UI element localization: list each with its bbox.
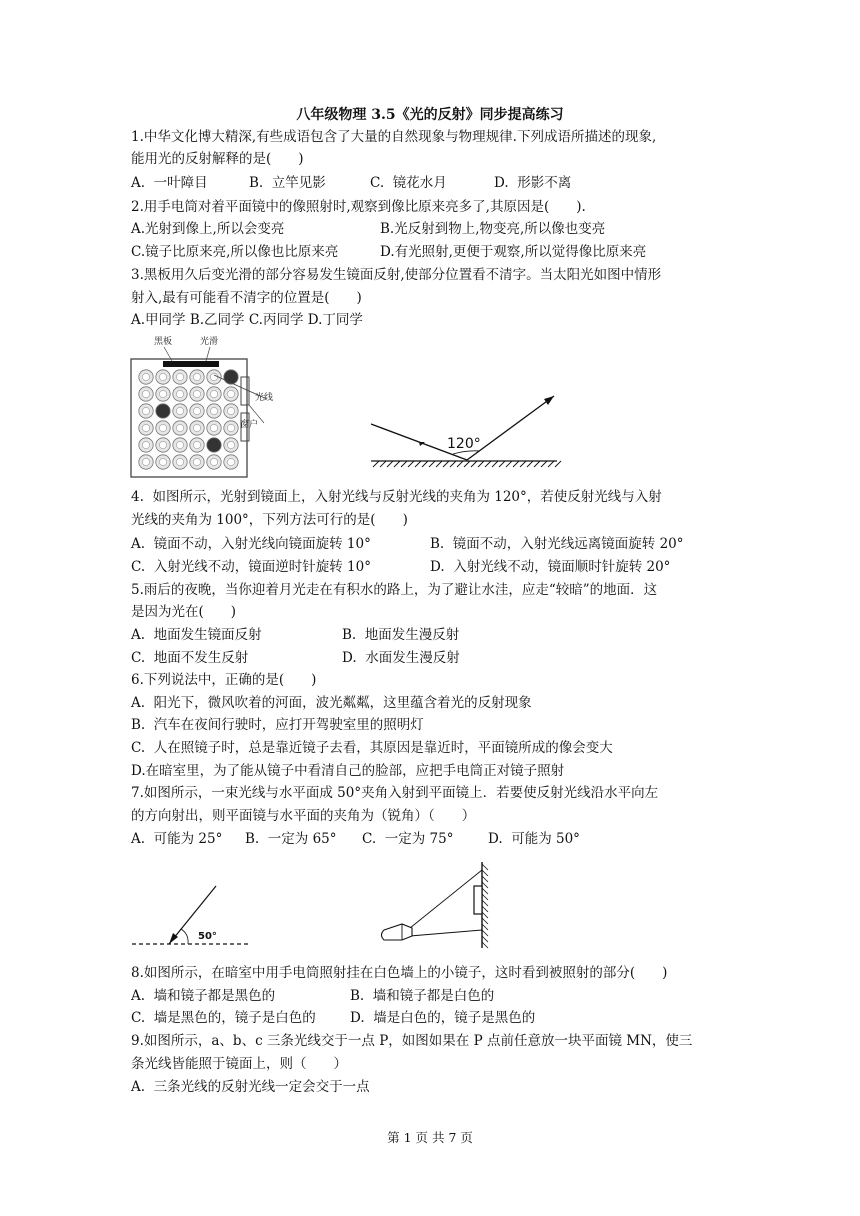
flashlight-mirror-figure — [372, 856, 497, 952]
q1-stem-line1: 1.中华文化博大精深,有些成语包含了大量的自然现象与物理规律.下列成语所描述的现象, — [131, 129, 657, 145]
student-seat-inner — [210, 390, 217, 397]
q5-option-c: C. 地面不发生反射 — [131, 650, 249, 666]
label-smooth: 光滑 — [200, 337, 219, 347]
q4-option-b: B. 镜面不动，入射光线远离镜面旋转 20° — [430, 536, 684, 552]
q4-option-c: C. 入射光线不动，镜面逆时针旋转 10° — [131, 559, 371, 575]
mirror-hatch — [401, 461, 407, 467]
mirror-hatch — [457, 461, 463, 467]
mirror-hatch — [443, 461, 449, 467]
mirror-hatch — [520, 461, 526, 467]
student-seat-inner — [159, 390, 166, 397]
q5-stem-line1: 5.雨后的夜晚，当你迎着月光走在有积水的路上，为了避让水洼，应走“较暗”的地面．这 — [131, 582, 658, 598]
q3-stem-line2: 射入,最有可能看不清字的位置是( ) — [131, 290, 362, 306]
q8-option-a: A. 墙和镜子都是黑色的 — [131, 988, 276, 1004]
student-seat-inner — [227, 458, 234, 465]
wall-hatch-line — [482, 924, 488, 930]
mirror-hatch — [380, 461, 386, 467]
q7-option-d: D. 可能为 50° — [488, 831, 580, 847]
student-seat-inner — [193, 441, 200, 448]
mirror-hatch — [387, 461, 393, 467]
student-seat-inner — [210, 424, 217, 431]
mirror-hatch — [422, 461, 428, 467]
student-seat-inner — [176, 373, 183, 380]
q6-stem: 6.下列说法中，正确的是( ) — [131, 672, 317, 688]
student-seat-inner — [193, 424, 200, 431]
wall-hatch-line — [482, 870, 488, 876]
mirror-hatch — [394, 461, 400, 467]
student-seat-inner — [210, 373, 217, 380]
student-seat-inner — [227, 424, 234, 431]
label-blackboard: 黑板 — [154, 337, 173, 347]
q3-options: A.甲同学 B.乙同学 C.丙同学 D.丁同学 — [131, 312, 363, 328]
q2-option-b: B.光反射到物上,物变亮,所以像也变亮 — [380, 221, 606, 237]
student-seat-inner — [227, 441, 234, 448]
wall-hatch-line — [482, 900, 488, 906]
q5-stem-line2: 是因为光在( ) — [131, 604, 237, 620]
q2-option-c: C.镜子比原来亮,所以像也比原来亮 — [131, 244, 339, 260]
mirror-hatch — [415, 461, 421, 467]
mirror-hatch — [408, 461, 414, 467]
q4-stem-line1: 4. 如图所示，光射到镜面上，入射光线与反射光线的夹角为 120°，若使反射光线与入射 — [131, 489, 662, 505]
q8-option-d: D. 墙是白色的，镜子是黑色的 — [350, 1010, 536, 1026]
q6-option-b: B. 汽车在夜间行驶时，应打开驾驶室里的照明灯 — [131, 717, 424, 733]
q5-option-d: D. 水面发生漫反射 — [342, 650, 460, 666]
page-title: 八年级物理 3.5《光的反射》同步提高练习 — [296, 107, 564, 123]
q7-option-b: B. 一定为 65° — [245, 831, 337, 847]
wall-hatch-line — [482, 894, 488, 900]
q1-option-a: A. 一叶障目 — [131, 175, 208, 191]
student-marked — [224, 370, 238, 384]
student-seat-inner — [176, 407, 183, 414]
mirror-hatch — [429, 461, 435, 467]
student-seat-inner — [193, 390, 200, 397]
student-seat-inner — [176, 458, 183, 465]
wall-hatch-line — [482, 942, 488, 948]
mirror-hatch — [492, 461, 498, 467]
mirror-hatch — [555, 461, 561, 467]
student-seat-inner — [159, 458, 166, 465]
q6-option-c: C. 人在照镜子时，总是靠近镜子去看，其原因是靠近时，平面镜所成的像会变大 — [131, 740, 613, 756]
q5-option-a: A. 地面发生镜面反射 — [131, 627, 262, 643]
q2-stem: 2.用手电筒对着平面镜中的像照射时,观察到像比原来亮多了,其原因是( ). — [131, 199, 586, 215]
mirror-hatch — [513, 461, 519, 467]
mirror-hatch — [527, 461, 533, 467]
q8-stem: 8.如图所示，在暗室中用手电筒照射挂在白色墙上的小镜子，这时看到被照射的部分( ) — [131, 965, 668, 981]
q8-option-b: B. 墙和镜子都是白色的 — [350, 988, 495, 1004]
q6-option-a: A. 阳光下，微风吹着的河面，波光粼粼，这里蕴含着光的反射现象 — [131, 695, 532, 711]
q8-option-c: C. 墙是黑色的，镜子是白色的 — [131, 1010, 316, 1026]
seat-grid — [139, 370, 238, 469]
mirror-hatch — [436, 461, 442, 467]
angle-label-50: 50° — [198, 931, 217, 942]
mirror-hatch — [534, 461, 540, 467]
q6-option-d: D.在暗室里，为了能从镜子中看清自己的脸部，应把手电筒正对镜子照射 — [131, 763, 565, 779]
label-light: 光线 — [255, 393, 274, 403]
mirror-hatch — [478, 461, 484, 467]
mirror-hatch — [499, 461, 505, 467]
student-seat-inner — [227, 407, 234, 414]
student-seat-inner — [176, 390, 183, 397]
wall-hatch-line — [482, 930, 488, 936]
student-seat-inner — [142, 373, 149, 380]
q7-stem-line2: 的方向射出，则平面镜与水平面的夹角为（锐角）（ ） — [131, 808, 476, 824]
student-seat-inner — [142, 390, 149, 397]
reflection-120-figure — [365, 390, 565, 470]
student-seat-inner — [159, 373, 166, 380]
q7-option-a: A. 可能为 25° — [131, 831, 223, 847]
page-footer: 第 1 页 共 7 页 — [387, 1130, 473, 1145]
mirror-hatch — [464, 461, 470, 467]
student-seat-inner — [227, 390, 234, 397]
q4-option-d: D. 入射光线不动，镜面顺时针旋转 20° — [430, 559, 671, 575]
wall-hatch-line — [482, 882, 488, 888]
wall-hatch-line — [482, 876, 488, 882]
classroom-figure — [128, 333, 278, 481]
student-seat-inner — [176, 424, 183, 431]
q1-stem-line2: 能用光的反射解释的是( ) — [131, 151, 304, 167]
q9-stem-line1: 9.如图所示，a、b、c 三条光线交于一点 P，如图如果在 P 点前任意放一块平面镜 MN，使三 — [131, 1033, 693, 1049]
q7-figure — [128, 880, 253, 950]
mirror-hatch — [506, 461, 512, 467]
mirror-hatch — [485, 461, 491, 467]
mirror-hatch — [471, 461, 477, 467]
q4-option-a: A. 镜面不动，入射光线向镜面旋转 10° — [131, 536, 371, 552]
q1-option-d: D. 形影不离 — [494, 175, 572, 191]
student-seat-inner — [193, 458, 200, 465]
student-marked — [156, 404, 170, 418]
wall-hatch-line — [482, 864, 488, 870]
mirror-hatch — [450, 461, 456, 467]
student-seat-inner — [159, 441, 166, 448]
q2-option-a: A.光射到像上,所以会变亮 — [131, 221, 285, 237]
q4-stem-line2: 光线的夹角为 100°，下列方法可行的是( ) — [131, 512, 408, 528]
q7-option-c: C. 一定为 75° — [362, 831, 454, 847]
q7-stem-line1: 7.如图所示，一束光线与水平面成 50°夹角入射到平面镜上．若要使反射光线沿水平向左 — [131, 785, 659, 801]
q2-option-d: D.有光照射,更便于观察,所以觉得像比原来亮 — [380, 244, 647, 260]
q3-stem-line1: 3.黑板用久后变光滑的部分容易发生镜面反射,使部分位置看不清字。当太阳光如图中情形 — [131, 267, 662, 283]
student-seat-inner — [142, 424, 149, 431]
mirror-hatch — [548, 461, 554, 467]
wall-hatch-line — [482, 912, 488, 918]
student-seat-inner — [142, 441, 149, 448]
q9-option-a: A. 三条光线的反射光线一定会交于一点 — [131, 1079, 370, 1095]
student-seat-inner — [210, 407, 217, 414]
angle-label-120: 120° — [447, 436, 481, 452]
wall-hatch-line — [482, 918, 488, 924]
student-seat-inner — [193, 407, 200, 414]
wall-hatch-line — [482, 888, 488, 894]
student-seat-inner — [210, 458, 217, 465]
wall-hatch-line — [482, 906, 488, 912]
mirror-hatch — [373, 461, 379, 467]
q5-option-b: B. 地面发生漫反射 — [342, 627, 460, 643]
q1-option-c: C. 镜花水月 — [370, 175, 447, 191]
student-seat-inner — [159, 424, 166, 431]
student-seat-inner — [176, 441, 183, 448]
student-marked — [207, 438, 221, 452]
label-window: 窗户 — [240, 420, 259, 430]
q9-stem-line2: 条光线皆能照于镜面上，则（ ） — [131, 1056, 347, 1072]
student-seat-inner — [142, 458, 149, 465]
mirror-hatch — [541, 461, 547, 467]
student-seat-inner — [193, 373, 200, 380]
q1-option-b: B. 立竿见影 — [249, 175, 326, 191]
wall-hatch-line — [482, 936, 488, 942]
student-seat-inner — [142, 407, 149, 414]
